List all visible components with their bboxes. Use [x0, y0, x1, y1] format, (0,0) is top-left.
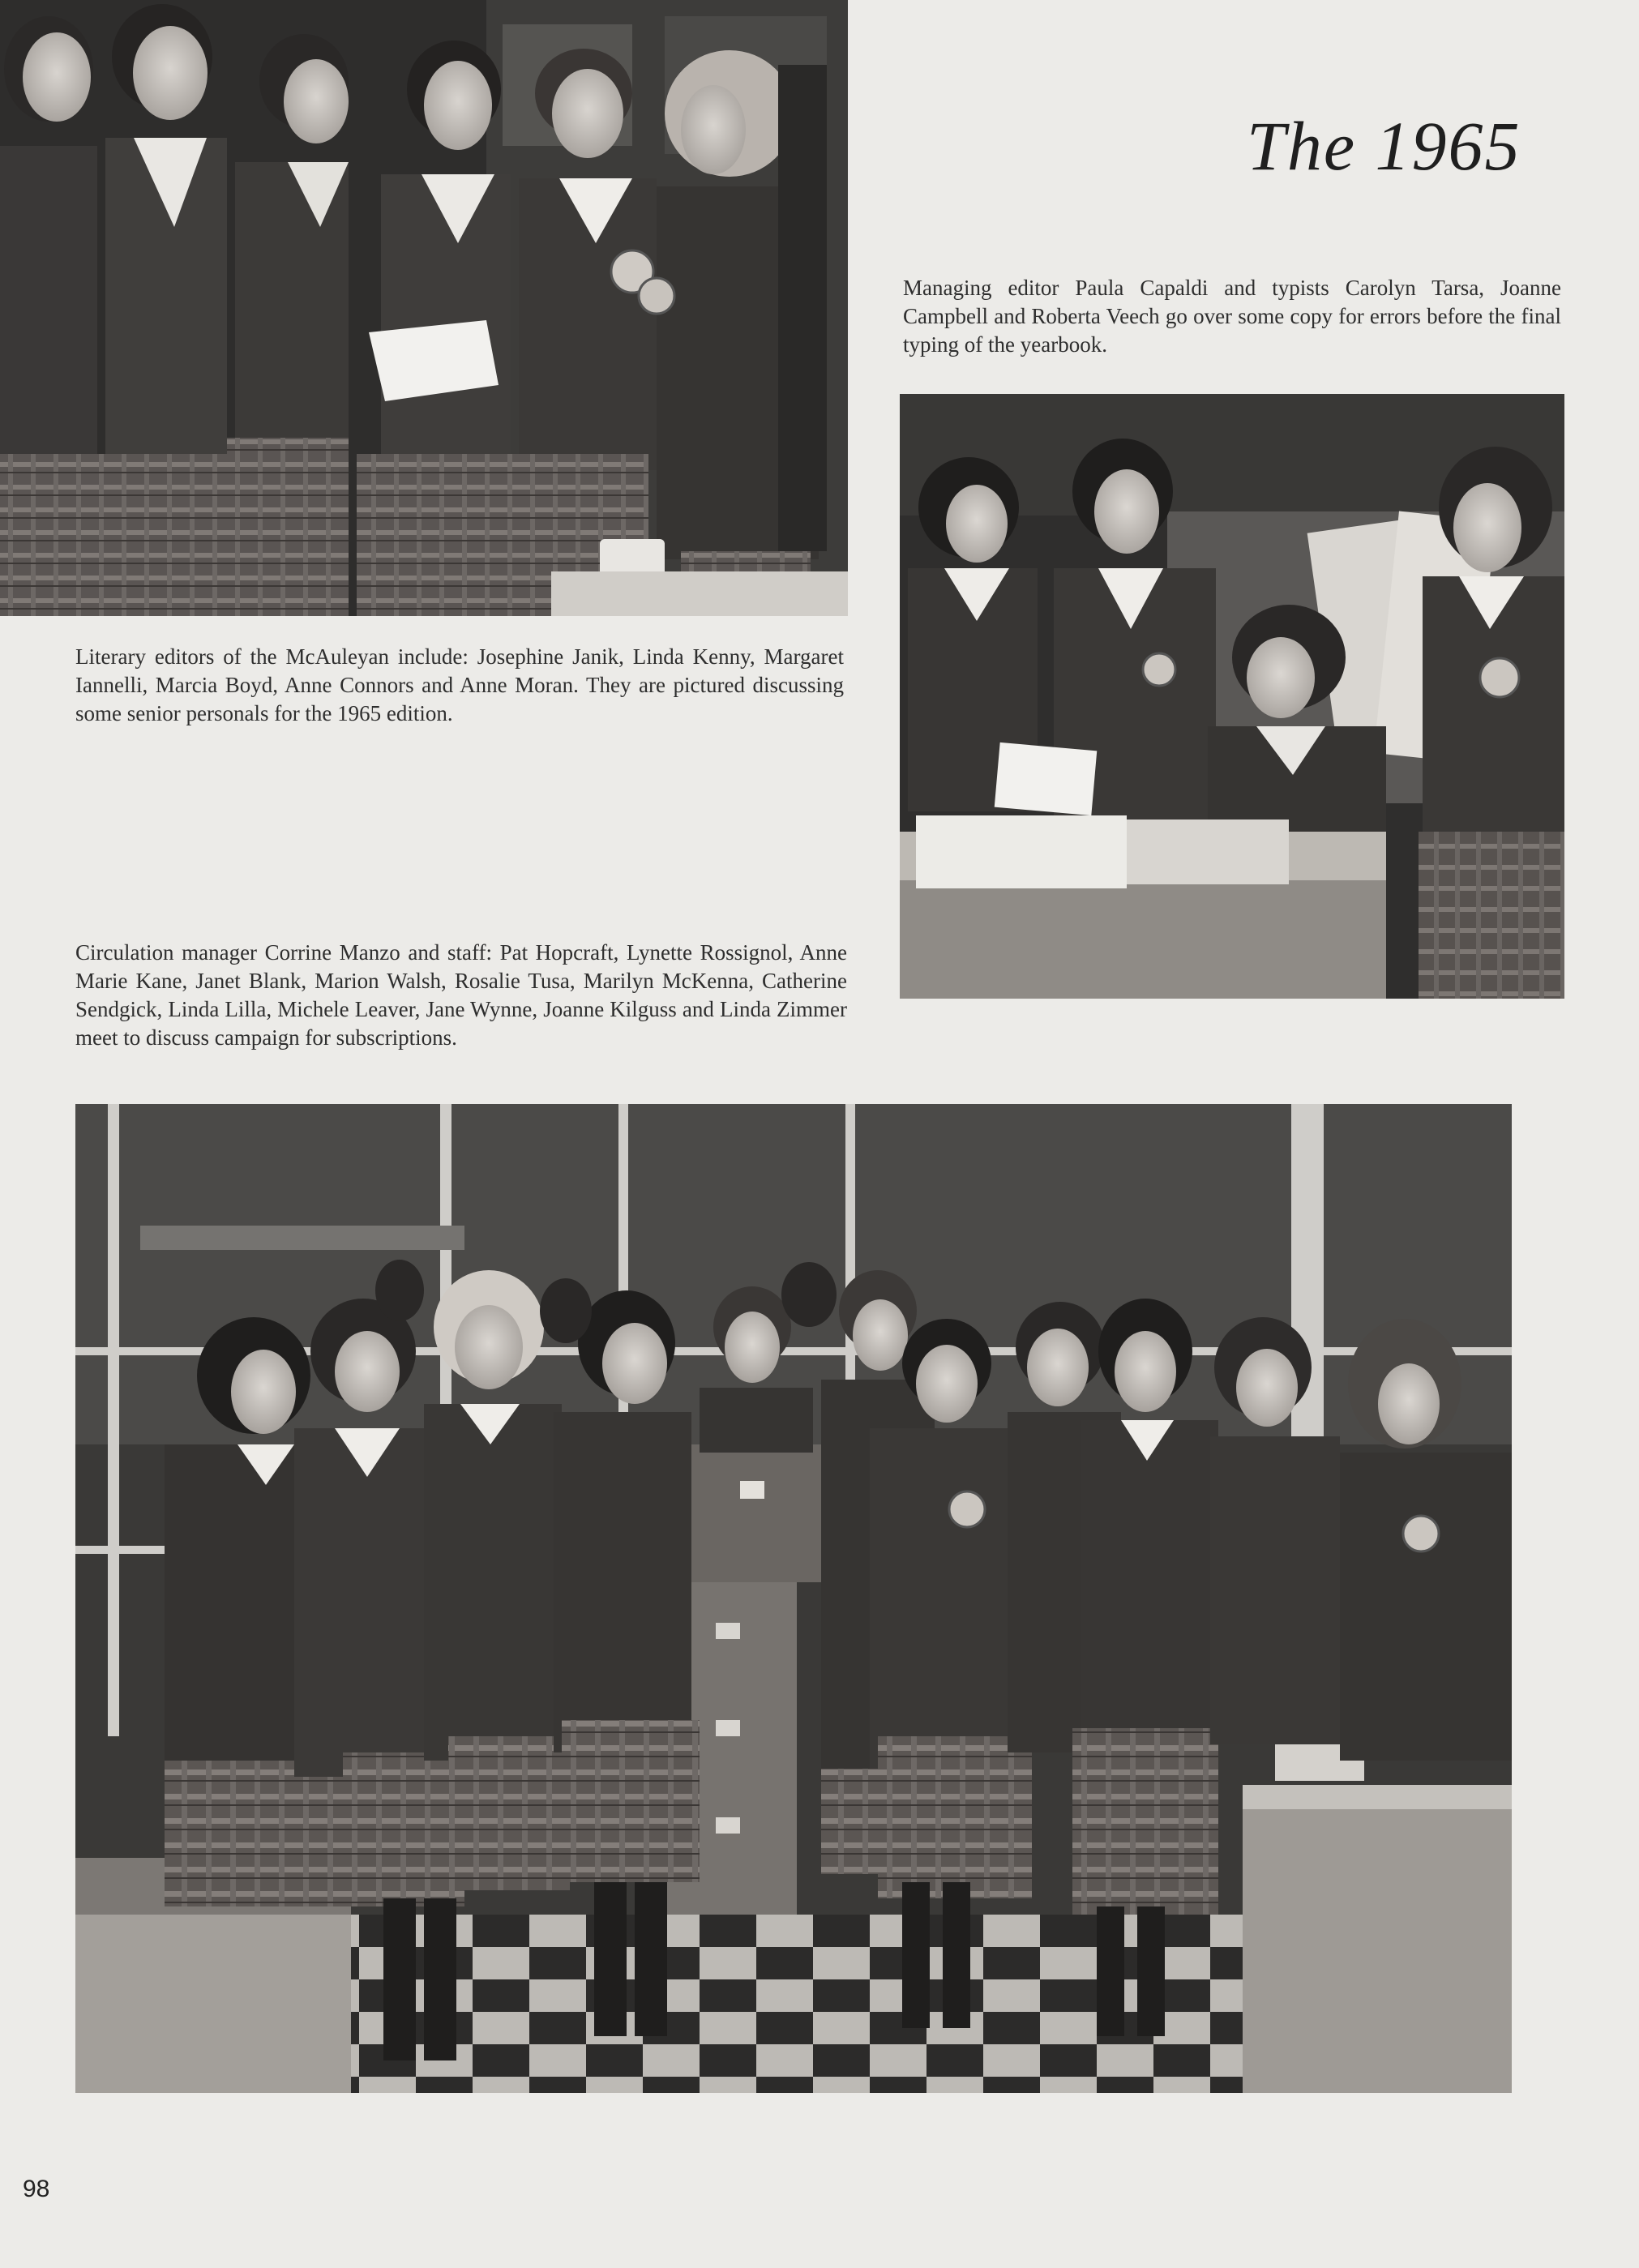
photo-literary-editors-image	[0, 0, 848, 616]
caption-circulation: Circulation manager Corrine Manzo and staff: Pat Hopcraft, Lynette Rossignol, Anne Marie Kane, Janet Blank, Marion Walsh, Rosalie Tusa, Marilyn McKenna, Catherine Sendgick, Linda Lilla, Michele Leaver, Jane Wynne, Joanne Kilguss and Linda Zimmer meet to discuss campaign for subscriptions.	[75, 940, 847, 1050]
photo-managing-editor-image	[900, 394, 1564, 999]
photo-literary-editors	[0, 0, 848, 616]
caption-managing-editor: Managing editor Paula Capaldi and typists Carolyn Tarsa, Joanne Campbell and Roberta Veech go over some copy for errors before the final typing of the yearbook.	[903, 276, 1561, 357]
photo-circulation-staff-image	[75, 1104, 1512, 2093]
page-heading: The 1965	[1247, 107, 1521, 185]
photo-circulation-staff	[75, 1104, 1512, 2093]
page-number: 98	[23, 2176, 50, 2202]
caption-literary-editors: Literary editors of the McAuleyan include: Josephine Janik, Linda Kenny, Margaret Iannelli, Marcia Boyd, Anne Connors and Anne Moran. They are pictured discussing some senior personals for the 1965 edition.	[75, 644, 844, 725]
photo-managing-editor	[900, 394, 1564, 999]
